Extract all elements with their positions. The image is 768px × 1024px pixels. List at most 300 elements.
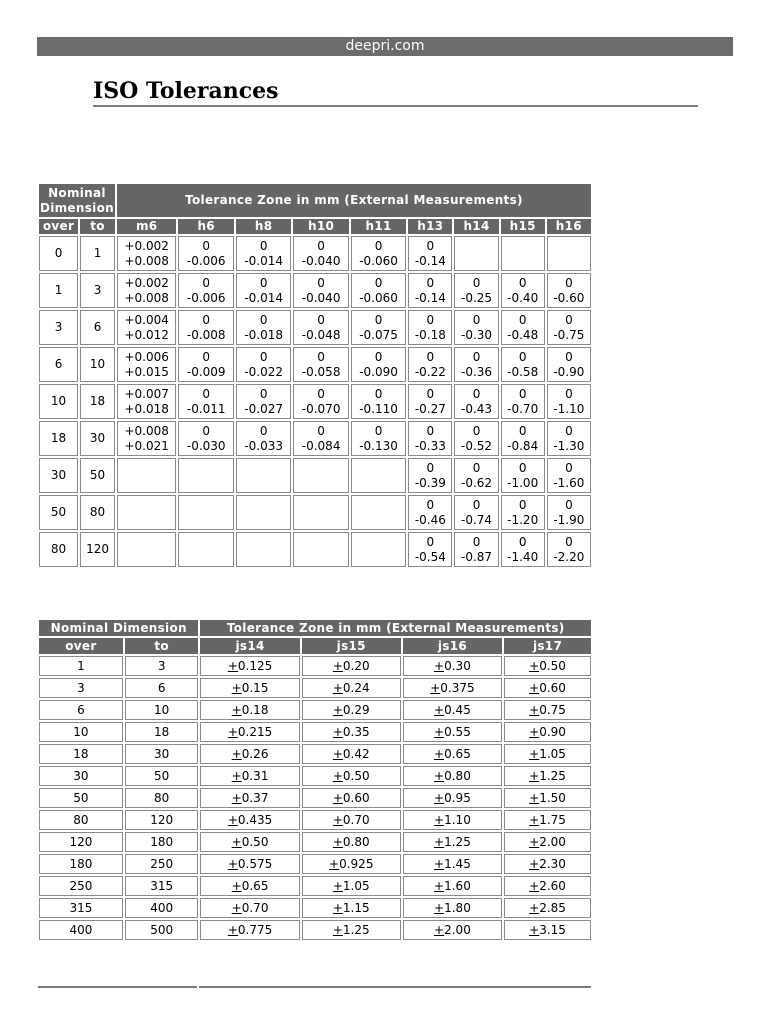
- nominal-dimension-header: Nominal Dimension: [39, 184, 115, 217]
- lower-deviation: -0.90: [553, 364, 585, 379]
- column-header-h13: h13: [408, 219, 452, 234]
- tolerance-value: 0.575: [237, 857, 273, 871]
- tolerance-cell: [236, 458, 291, 493]
- tolerance-value: 1.15: [342, 901, 370, 915]
- lower-deviation: -0.46: [414, 512, 446, 527]
- plus-minus-symbol: +: [434, 857, 445, 871]
- over-header: over: [39, 638, 123, 654]
- tolerance-cell: [117, 421, 177, 456]
- lower-deviation: -0.74: [461, 512, 493, 527]
- tolerance-cell: [178, 532, 233, 567]
- tolerance-value: 0.29: [342, 703, 370, 717]
- tolerance-value: 0.65: [444, 747, 471, 761]
- tolerance-cell: [351, 310, 406, 345]
- table-row: [39, 766, 591, 786]
- column-header-js16: js16: [403, 638, 502, 654]
- lower-deviation: -0.030: [186, 438, 226, 453]
- tolerance-cell: [117, 495, 177, 530]
- tolerance-cell: [403, 920, 502, 940]
- tolerance-value: 0.50: [342, 769, 370, 783]
- tolerance-cell: [302, 678, 401, 698]
- upper-deviation: 0: [202, 423, 211, 438]
- tolerance-value: 1.25: [444, 835, 471, 849]
- to-header: to: [125, 638, 199, 654]
- plus-minus-symbol: +: [332, 681, 343, 695]
- lower-deviation: -0.39: [414, 475, 446, 490]
- tolerance-cell: [178, 421, 233, 456]
- tolerance-cell: [302, 876, 401, 896]
- tolerance-cell: [178, 495, 233, 530]
- tolerance-cell: [501, 384, 545, 419]
- lower-deviation: -0.027: [244, 401, 283, 416]
- plus-minus-symbol: +: [332, 813, 343, 827]
- tolerance-value: 0.925: [339, 857, 374, 871]
- tolerance-cell: [547, 458, 591, 493]
- lower-deviation: -0.14: [414, 253, 446, 268]
- lower-deviation: -0.87: [461, 549, 493, 564]
- column-header-h11: h11: [351, 219, 406, 234]
- table-row: [39, 678, 591, 698]
- tolerance-cell: [454, 458, 498, 493]
- tolerance-cell: [351, 273, 406, 308]
- upper-deviation: 0: [259, 312, 268, 327]
- tolerance-value: 0.125: [237, 659, 273, 673]
- plus-minus-symbol: +: [434, 703, 445, 717]
- upper-deviation: 0: [426, 386, 435, 401]
- lower-deviation: -0.70: [507, 401, 539, 416]
- tolerance-cell: [408, 384, 452, 419]
- tolerance-value: 0.55: [444, 725, 471, 739]
- lower-deviation: -0.110: [359, 401, 398, 416]
- upper-deviation: 0: [518, 275, 527, 290]
- upper-deviation: 0: [472, 497, 481, 512]
- to-cell: 315: [125, 876, 199, 896]
- tolerance-value: 0.42: [342, 747, 370, 761]
- to-cell: 500: [125, 920, 199, 940]
- tolerance-cell: [200, 898, 299, 918]
- plus-minus-symbol: +: [434, 747, 445, 761]
- to-cell: 180: [125, 832, 199, 852]
- tolerance-cell: [547, 236, 591, 271]
- table-row: [39, 788, 591, 808]
- upper-deviation: 0: [472, 460, 481, 475]
- column-header-js17: js17: [504, 638, 591, 654]
- upper-deviation: 0: [374, 423, 383, 438]
- upper-deviation: 0: [426, 423, 435, 438]
- lower-deviation: +0.018: [124, 401, 169, 416]
- tolerance-cell: [504, 700, 591, 720]
- lower-deviation: -1.90: [553, 512, 585, 527]
- plus-minus-symbol: +: [227, 813, 238, 827]
- lower-deviation: -0.75: [553, 327, 585, 342]
- site-banner: deepri.com: [37, 37, 733, 56]
- tolerance-cell: [408, 458, 452, 493]
- to-cell: 6: [80, 310, 115, 345]
- tolerance-cell: [501, 273, 545, 308]
- to-cell: 6: [125, 678, 199, 698]
- upper-deviation: 0: [472, 423, 481, 438]
- lower-deviation: -0.040: [301, 253, 341, 268]
- tolerance-cell: [547, 310, 591, 345]
- to-cell: 80: [125, 788, 199, 808]
- tolerance-cell: [454, 310, 498, 345]
- tolerance-value: 1.05: [342, 879, 370, 893]
- tolerance-cell: [547, 495, 591, 530]
- plus-minus-symbol: +: [434, 725, 445, 739]
- plus-minus-symbol: +: [529, 747, 540, 761]
- tolerance-cell: [408, 347, 452, 382]
- upper-deviation: 0: [426, 460, 435, 475]
- tolerance-zone-header: Tolerance Zone in mm (External Measurements): [117, 184, 591, 217]
- plus-minus-symbol: +: [227, 725, 238, 739]
- over-cell: 30: [39, 766, 123, 786]
- tolerance-cell: [403, 766, 502, 786]
- tolerance-cell: [302, 854, 401, 874]
- tolerance-cell: [504, 722, 591, 742]
- upper-deviation: 0: [374, 349, 383, 364]
- tolerance-cell: [293, 236, 348, 271]
- tolerance-cell: [200, 920, 299, 940]
- table-body: [39, 236, 591, 567]
- over-header: over: [39, 219, 78, 234]
- plus-minus-symbol: +: [227, 857, 238, 871]
- tolerance-cell: [547, 347, 591, 382]
- tolerance-cell: [403, 678, 502, 698]
- tolerance-cell: [236, 273, 291, 308]
- tolerance-cell: [504, 678, 591, 698]
- tolerance-cell: [200, 788, 299, 808]
- tolerance-cell: [236, 495, 291, 530]
- lower-deviation: +0.008: [124, 253, 169, 268]
- plus-minus-symbol: +: [231, 703, 242, 717]
- plus-minus-symbol: +: [529, 659, 540, 673]
- tolerance-value: 0.95: [444, 791, 471, 805]
- to-cell: 30: [80, 421, 115, 456]
- tolerance-cell: [200, 656, 299, 676]
- upper-deviation: 0: [426, 497, 435, 512]
- tolerance-cell: [403, 788, 502, 808]
- lower-deviation: -0.18: [414, 327, 446, 342]
- plus-minus-symbol: +: [529, 901, 540, 915]
- tolerance-value: 0.70: [241, 901, 269, 915]
- tolerance-value: 1.45: [444, 857, 471, 871]
- tolerance-cell: [200, 810, 299, 830]
- upper-deviation: 0: [202, 312, 211, 327]
- tolerance-value: 1.05: [539, 747, 566, 761]
- tolerance-cell: [302, 920, 401, 940]
- upper-deviation: 0: [565, 275, 573, 290]
- to-cell: 18: [80, 384, 115, 419]
- plus-minus-symbol: +: [434, 835, 445, 849]
- tolerance-cell: [117, 273, 177, 308]
- to-cell: 10: [125, 700, 199, 720]
- lower-deviation: -1.00: [507, 475, 539, 490]
- tolerance-value: 1.75: [539, 813, 566, 827]
- to-cell: 50: [80, 458, 115, 493]
- column-header-h14: h14: [454, 219, 498, 234]
- table-row: [39, 898, 591, 918]
- upper-deviation: 0: [565, 349, 573, 364]
- plus-minus-symbol: +: [227, 659, 238, 673]
- lower-deviation: -0.43: [461, 401, 493, 416]
- column-header-row: [39, 219, 591, 234]
- tolerance-cell: [547, 273, 591, 308]
- tolerance-cell: [236, 384, 291, 419]
- upper-deviation: 0: [259, 275, 268, 290]
- tolerance-table-js: [37, 618, 593, 942]
- lower-deviation: -0.075: [359, 327, 398, 342]
- tolerance-value: 2.60: [539, 879, 566, 893]
- tolerance-cell: [293, 421, 348, 456]
- tolerance-value: 0.24: [342, 681, 370, 695]
- lower-deviation: -0.070: [301, 401, 341, 416]
- plus-minus-symbol: +: [332, 835, 343, 849]
- lower-deviation: -0.22: [414, 364, 446, 379]
- upper-deviation: 0: [472, 349, 481, 364]
- tolerance-cell: [117, 532, 177, 567]
- lower-deviation: -0.62: [461, 475, 493, 490]
- upper-deviation: 0: [472, 534, 481, 549]
- tolerance-cell: [293, 310, 348, 345]
- plus-minus-symbol: +: [332, 703, 343, 717]
- tolerance-cell: [547, 384, 591, 419]
- tolerance-cell: [403, 656, 502, 676]
- tolerance-cell: [117, 236, 177, 271]
- to-cell: 80: [80, 495, 115, 530]
- plus-minus-symbol: +: [529, 813, 540, 827]
- plus-minus-symbol: +: [529, 923, 540, 937]
- page-title: ISO Tolerances: [93, 78, 279, 104]
- upper-deviation: 0: [518, 423, 527, 438]
- upper-deviation: 0: [518, 497, 527, 512]
- table-row: [39, 310, 591, 345]
- tolerance-cell: [408, 532, 452, 567]
- over-cell: 50: [39, 495, 78, 530]
- plus-minus-symbol: +: [434, 769, 445, 783]
- tolerance-cell: [200, 766, 299, 786]
- tolerance-cell: [403, 854, 502, 874]
- tolerance-cell: [403, 700, 502, 720]
- tolerance-value: 2.00: [539, 835, 566, 849]
- upper-deviation: 0: [518, 349, 527, 364]
- upper-deviation: 0: [374, 238, 383, 253]
- lower-deviation: -0.36: [461, 364, 493, 379]
- upper-deviation: 0: [565, 460, 573, 475]
- upper-deviation: 0: [374, 386, 383, 401]
- tolerance-cell: [501, 458, 545, 493]
- over-cell: 120: [39, 832, 123, 852]
- tolerance-value: 0.775: [237, 923, 273, 937]
- over-cell: 250: [39, 876, 123, 896]
- lower-deviation: -1.40: [507, 549, 539, 564]
- tolerance-cell: [351, 347, 406, 382]
- to-cell: 10: [80, 347, 115, 382]
- column-header-h6: h6: [178, 219, 233, 234]
- tolerance-cell: [200, 700, 299, 720]
- over-cell: 80: [39, 810, 123, 830]
- tolerance-cell: [403, 744, 502, 764]
- plus-minus-symbol: +: [329, 857, 340, 871]
- tolerance-cell: [302, 788, 401, 808]
- tolerance-cell: [236, 310, 291, 345]
- tolerance-value: 0.60: [342, 791, 370, 805]
- plus-minus-symbol: +: [434, 879, 445, 893]
- lower-deviation: -0.060: [359, 253, 398, 268]
- column-header-h10: h10: [293, 219, 348, 234]
- tolerance-cell: [454, 421, 498, 456]
- tolerance-value: 0.50: [241, 835, 269, 849]
- upper-deviation: 0: [317, 386, 325, 401]
- tolerance-value: 1.80: [444, 901, 471, 915]
- table-row: [39, 832, 591, 852]
- lower-deviation: -0.40: [507, 290, 539, 305]
- plus-minus-symbol: +: [231, 835, 242, 849]
- upper-deviation: 0: [426, 312, 435, 327]
- lower-deviation: -0.25: [461, 290, 493, 305]
- tolerance-cell: [501, 347, 545, 382]
- tolerance-value: 2.85: [539, 901, 566, 915]
- upper-deviation: 0: [317, 275, 325, 290]
- upper-deviation: 0: [426, 275, 435, 290]
- tolerance-cell: [504, 810, 591, 830]
- plus-minus-symbol: +: [529, 857, 540, 871]
- tolerance-value: 0.35: [342, 725, 370, 739]
- lower-deviation: -0.011: [186, 401, 226, 416]
- upper-deviation: 0: [317, 238, 325, 253]
- table-row: [39, 854, 591, 874]
- lower-deviation: -0.060: [359, 290, 398, 305]
- tolerance-cell: [408, 273, 452, 308]
- table-body: [39, 656, 591, 940]
- plus-minus-symbol: +: [227, 923, 238, 937]
- upper-deviation: 0: [317, 349, 325, 364]
- upper-deviation: 0: [472, 386, 481, 401]
- over-cell: 50: [39, 788, 123, 808]
- tolerance-cell: [408, 236, 452, 271]
- tolerance-value: 2.30: [539, 857, 566, 871]
- tolerance-cell: [504, 898, 591, 918]
- plus-minus-symbol: +: [434, 791, 445, 805]
- lower-deviation: -1.60: [553, 475, 585, 490]
- tolerance-cell: [351, 458, 406, 493]
- tolerance-cell: [200, 678, 299, 698]
- lower-deviation: -0.27: [414, 401, 446, 416]
- to-cell: 120: [125, 810, 199, 830]
- tolerance-cell: [178, 273, 233, 308]
- tolerance-cell: [501, 421, 545, 456]
- tolerance-cell: [454, 347, 498, 382]
- tolerance-cell: [178, 310, 233, 345]
- tolerance-value: 0.215: [237, 725, 273, 739]
- tolerance-cell: [454, 384, 498, 419]
- tolerance-cell: [408, 421, 452, 456]
- tolerance-cell: [178, 236, 233, 271]
- to-cell: 250: [125, 854, 199, 874]
- tolerance-cell: [236, 347, 291, 382]
- upper-deviation: 0: [202, 386, 211, 401]
- lower-deviation: -0.040: [301, 290, 341, 305]
- tolerance-cell: [178, 347, 233, 382]
- tolerance-cell: [504, 766, 591, 786]
- tolerance-cell: [403, 832, 502, 852]
- tolerance-value: 1.10: [444, 813, 471, 827]
- tolerance-value: 3.15: [539, 923, 566, 937]
- plus-minus-symbol: +: [231, 681, 242, 695]
- tolerance-zone-header: Tolerance Zone in mm (External Measurements): [200, 620, 591, 636]
- plus-minus-symbol: +: [332, 923, 343, 937]
- table-row: [39, 273, 591, 308]
- over-cell: 3: [39, 678, 123, 698]
- tolerance-value: 1.50: [539, 791, 566, 805]
- over-cell: 180: [39, 854, 123, 874]
- tolerance-cell: [504, 876, 591, 896]
- plus-minus-symbol: +: [332, 747, 343, 761]
- tolerance-cell: [504, 832, 591, 852]
- tolerance-cell: [302, 810, 401, 830]
- over-cell: 400: [39, 920, 123, 940]
- plus-minus-symbol: +: [231, 791, 242, 805]
- lower-deviation: -0.130: [359, 438, 398, 453]
- tolerance-cell: [293, 458, 348, 493]
- tolerance-cell: [408, 310, 452, 345]
- tolerance-cell: [351, 421, 406, 456]
- plus-minus-symbol: +: [231, 747, 242, 761]
- upper-deviation: 0: [317, 423, 325, 438]
- tolerance-cell: [501, 236, 545, 271]
- to-cell: 400: [125, 898, 199, 918]
- tolerance-value: 0.15: [241, 681, 269, 695]
- plus-minus-symbol: +: [434, 901, 445, 915]
- tolerance-value: 0.31: [241, 769, 269, 783]
- upper-deviation: 0: [426, 238, 435, 253]
- to-cell: 3: [80, 273, 115, 308]
- over-cell: 10: [39, 722, 123, 742]
- lower-deviation: -1.10: [553, 401, 585, 416]
- tolerance-table-h: [37, 182, 593, 569]
- tolerance-cell: [117, 384, 177, 419]
- tolerance-cell: [200, 854, 299, 874]
- upper-deviation: 0: [518, 386, 527, 401]
- lower-deviation: -2.20: [553, 549, 585, 564]
- tolerance-value: 0.75: [539, 703, 566, 717]
- lower-deviation: -0.30: [461, 327, 493, 342]
- lower-deviation: -0.048: [301, 327, 341, 342]
- plus-minus-symbol: +: [332, 769, 343, 783]
- tolerance-cell: [302, 656, 401, 676]
- table-row: [39, 876, 591, 896]
- over-cell: 0: [39, 236, 78, 271]
- lower-deviation: -1.20: [507, 512, 539, 527]
- tolerance-cell: [403, 876, 502, 896]
- to-cell: 1: [80, 236, 115, 271]
- plus-minus-symbol: +: [529, 725, 540, 739]
- plus-minus-symbol: +: [332, 659, 343, 673]
- over-cell: 18: [39, 744, 123, 764]
- column-header-js15: js15: [302, 638, 401, 654]
- plus-minus-symbol: +: [332, 879, 343, 893]
- column-header-h16: h16: [547, 219, 591, 234]
- table-row: [39, 744, 591, 764]
- upper-deviation: +0.008: [124, 423, 169, 438]
- table-row: [39, 722, 591, 742]
- lower-deviation: +0.008: [124, 290, 169, 305]
- tolerance-value: 0.90: [539, 725, 566, 739]
- lower-deviation: -0.52: [461, 438, 493, 453]
- tolerance-cell: [504, 920, 591, 940]
- plus-minus-symbol: +: [430, 681, 441, 695]
- tolerance-cell: [454, 273, 498, 308]
- column-header-row: [39, 638, 591, 654]
